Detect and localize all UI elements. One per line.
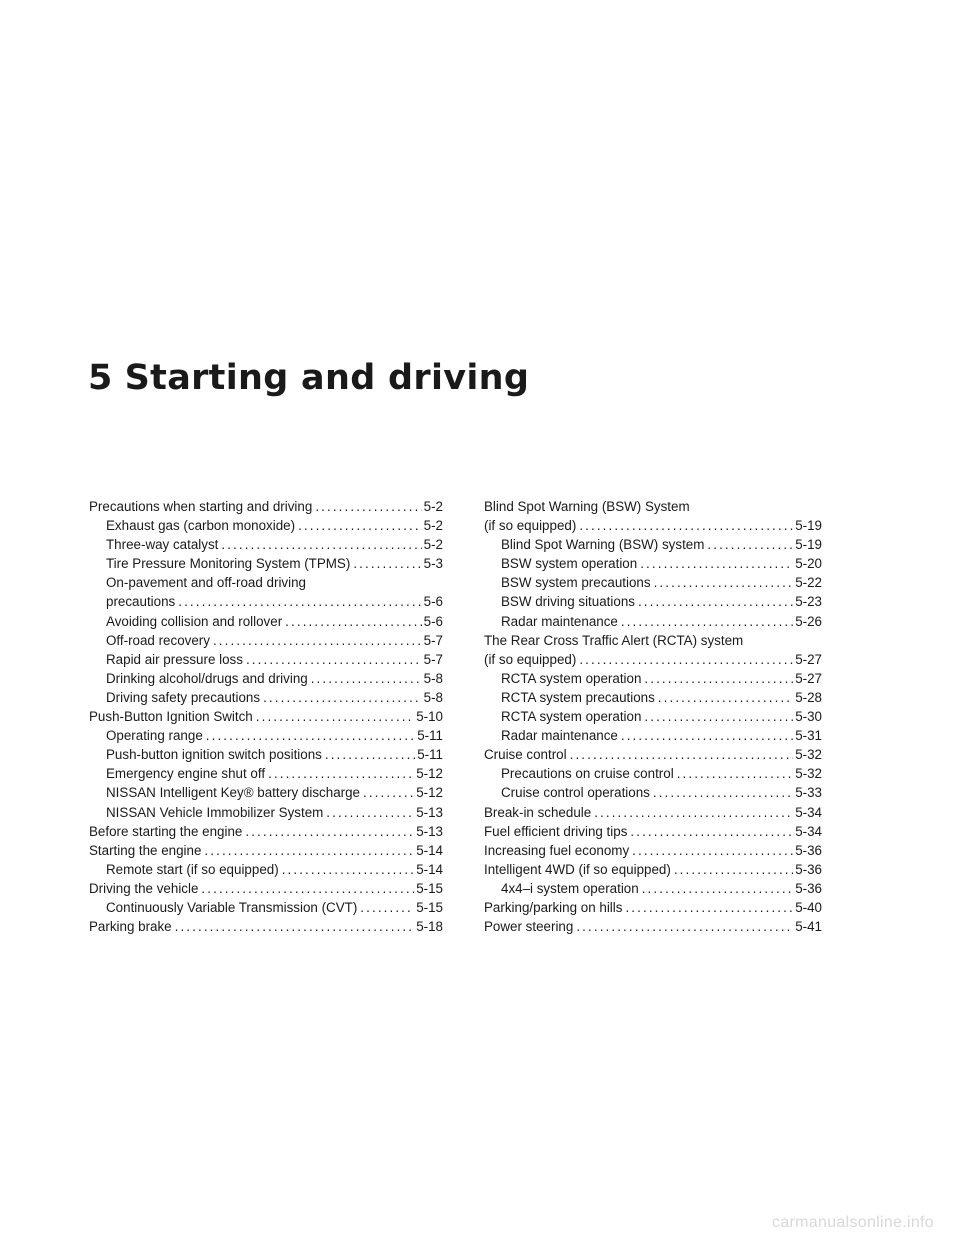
toc-entry-page: 5-15 [416, 880, 443, 896]
toc-dot-leader [677, 764, 794, 783]
toc-dot-leader [640, 554, 793, 573]
toc-entry-page: 5-13 [416, 823, 443, 839]
toc-entry[interactable] [484, 803, 822, 822]
toc-entry-title: NISSAN Vehicle Immobilizer System [106, 804, 324, 820]
toc-entry-title: Starting the engine [89, 842, 202, 858]
toc-dot-leader [201, 879, 414, 898]
toc-entry[interactable] [89, 745, 443, 764]
toc-entry[interactable] [484, 631, 822, 650]
toc-dot-leader [353, 554, 421, 573]
toc-entry-title: Radar maintenance [501, 728, 618, 744]
toc-entry-page: 5-8 [423, 670, 443, 686]
toc-entry-page: 5-28 [795, 689, 822, 705]
toc-entry-title: RCTA system operation [501, 670, 642, 686]
toc-dot-leader [246, 650, 422, 669]
toc-entry-page: 5-23 [795, 594, 822, 610]
toc-entry[interactable] [89, 726, 443, 745]
toc-entry-page: 5-36 [795, 880, 822, 896]
toc-entry[interactable] [89, 898, 443, 917]
toc-entry-title: On-pavement and off-road driving [106, 575, 306, 591]
toc-entry-page: 5-11 [417, 728, 443, 744]
toc-entry-title: Radar maintenance [501, 613, 618, 629]
toc-entry-title: Precautions when starting and driving [89, 499, 313, 514]
toc-dot-leader [221, 535, 421, 554]
toc-entry-title: BSW system precautions [501, 575, 651, 591]
toc-dot-leader [175, 917, 415, 936]
toc-entry-title: BSW driving situations [501, 594, 635, 610]
toc-entry-title: Before starting the engine [89, 823, 243, 839]
toc-dot-leader [653, 783, 793, 802]
toc-entry-title: Driving the vehicle [89, 880, 199, 896]
toc-entry-title: Push-button ignition switch positions [106, 747, 322, 763]
toc-entry-title: Blind Spot Warning (BSW) System [484, 499, 690, 514]
toc-entry-page: 5-2 [423, 518, 443, 534]
toc-entry-page: 5-30 [795, 709, 822, 725]
toc-entry-page: 5-27 [795, 670, 822, 686]
toc-entry[interactable] [89, 535, 443, 554]
toc-entry[interactable] [484, 764, 822, 783]
toc-entry[interactable] [484, 612, 822, 631]
toc-dot-leader [268, 764, 414, 783]
toc-dot-leader [654, 573, 794, 592]
toc-entry[interactable] [484, 898, 822, 917]
toc-entry-title: Emergency engine shut off [106, 766, 266, 782]
toc-dot-leader [326, 803, 414, 822]
toc-entry[interactable] [89, 497, 443, 516]
toc-entry-page: 5-32 [795, 766, 822, 782]
toc-entry[interactable] [484, 745, 822, 764]
toc-entry-page: 5-36 [795, 842, 822, 858]
chapter-number: 5 [88, 358, 113, 398]
toc-entry-page: 5-34 [795, 804, 822, 820]
toc-dot-leader [621, 612, 793, 631]
toc-entry-title: Drinking alcohol/drugs and driving [106, 670, 308, 686]
toc-entry[interactable] [89, 783, 443, 802]
toc-entry[interactable] [89, 860, 443, 879]
toc-dot-leader [360, 898, 414, 917]
toc-entry-page: 5-7 [423, 632, 443, 648]
toc-dot-leader [298, 516, 422, 535]
toc-entry-title: Power steering [484, 919, 574, 935]
toc-entry-page: 5-20 [795, 556, 822, 572]
toc-entry-title: Push-Button Ignition Switch [89, 709, 253, 725]
toc-dot-leader [263, 688, 422, 707]
toc-entry[interactable] [89, 841, 443, 860]
toc-entry-page: 5-34 [795, 823, 822, 839]
toc-entry-page: 5-13 [416, 804, 443, 820]
toc-entry[interactable] [89, 879, 443, 898]
toc-entry-title: Increasing fuel economy [484, 842, 630, 858]
toc-right-column [484, 497, 822, 936]
toc-entry-title: Blind Spot Warning (BSW) system [501, 537, 705, 553]
toc-entry-title: Cruise control [484, 747, 567, 763]
toc-entry-title: Remote start (if so equipped) [106, 861, 279, 877]
toc-entry-page: 5-40 [795, 899, 822, 915]
toc-entry-title: (if so equipped) [484, 518, 577, 534]
toc-dot-leader [325, 745, 415, 764]
watermark: carmanualsonline.info [772, 1214, 934, 1231]
toc-dot-leader [625, 898, 793, 917]
toc-entry-title: Three-way catalyst [106, 537, 219, 553]
toc-entry[interactable] [484, 516, 822, 535]
toc-entry[interactable] [484, 688, 822, 707]
toc-entry-title: BSW system operation [501, 556, 638, 572]
toc-entry-title: RCTA system operation [501, 709, 642, 725]
toc-entry-page: 5-8 [423, 689, 443, 705]
toc-dot-leader [213, 631, 422, 650]
toc-dot-leader [630, 822, 793, 841]
toc-entry-title: The Rear Cross Traffic Alert (RCTA) system [484, 632, 744, 648]
toc-entry[interactable] [89, 803, 443, 822]
toc-entry[interactable] [484, 650, 822, 669]
toc-entry-page: 5-19 [795, 537, 822, 553]
toc-entry-title: RCTA system precautions [501, 689, 655, 705]
toc-entry-page: 5-27 [795, 651, 822, 667]
toc-dot-leader [579, 650, 793, 669]
toc-dot-leader [674, 860, 793, 879]
toc-entry-title: Continuously Variable Transmission (CVT) [106, 899, 358, 915]
toc-dot-leader [707, 535, 793, 554]
toc-entry[interactable] [89, 650, 443, 669]
toc-dot-leader [579, 516, 793, 535]
toc-dot-leader [245, 822, 414, 841]
toc-dot-leader [206, 726, 415, 745]
toc-entry[interactable] [484, 497, 822, 516]
toc-dot-leader [570, 745, 794, 764]
toc-entry-page: 5-33 [795, 785, 822, 801]
toc-entry[interactable] [484, 554, 822, 573]
toc-entry[interactable] [89, 554, 443, 573]
toc-entry-page: 5-6 [423, 613, 443, 629]
toc-entry-page: 5-7 [423, 651, 443, 667]
toc-entry-title: Cruise control operations [501, 785, 650, 801]
toc-entry-title: Intelligent 4WD (if so equipped) [484, 861, 671, 877]
toc-entry-title: Precautions on cruise control [501, 766, 674, 782]
toc-entry-page: 5-2 [423, 499, 443, 514]
toc-entry[interactable] [89, 822, 443, 841]
toc-entry-title: Parking brake [89, 919, 172, 935]
toc-entry[interactable] [89, 669, 443, 688]
toc-dot-leader [315, 497, 421, 516]
toc-entry-page: 5-26 [795, 613, 822, 629]
toc-entry-title: precautions [106, 594, 176, 610]
toc-entry[interactable] [484, 783, 822, 802]
toc-dot-leader [638, 592, 793, 611]
toc-entry-title: (if so equipped) [484, 651, 577, 667]
toc-entry[interactable] [484, 726, 822, 745]
toc-entry[interactable] [484, 535, 822, 554]
toc-entry[interactable] [484, 822, 822, 841]
toc-entry-page: 5-14 [416, 861, 443, 877]
toc-dot-leader [644, 707, 793, 726]
toc-entry-page: 5-41 [795, 919, 822, 935]
toc-entry[interactable] [89, 612, 443, 631]
toc-dot-leader [594, 803, 793, 822]
toc-entry-page: 5-12 [416, 766, 443, 782]
toc-entry[interactable] [484, 573, 822, 592]
toc-entry-page: 5-19 [795, 518, 822, 534]
toc-dot-leader [632, 841, 793, 860]
toc-entry[interactable] [484, 592, 822, 611]
toc-dot-leader [644, 669, 793, 688]
toc-entry-page: 5-11 [417, 747, 443, 763]
toc-entry-title: 4x4–i system operation [501, 880, 639, 896]
toc-entry-title: NISSAN Intelligent Key® battery discharge [106, 785, 360, 801]
toc-entry-title: Driving safety precautions [106, 689, 261, 705]
toc-entry-page: 5-31 [795, 728, 822, 744]
toc-entry[interactable] [484, 917, 822, 936]
toc-entry-page: 5-10 [416, 709, 443, 725]
toc-dot-leader [621, 726, 793, 745]
toc-entry-page: 5-14 [416, 842, 443, 858]
chapter-title-text: Starting and driving [124, 358, 530, 398]
toc-entry[interactable] [89, 707, 443, 726]
toc-entry[interactable] [89, 516, 443, 535]
toc-entry-page: 5-12 [416, 785, 443, 801]
toc-dot-leader [256, 707, 414, 726]
toc-dot-leader [642, 879, 793, 898]
toc-entry-title: Fuel efficient driving tips [484, 823, 628, 839]
toc-entry-title: Parking/parking on hills [484, 899, 623, 915]
toc-entry[interactable] [89, 631, 443, 650]
toc-entry[interactable] [89, 592, 443, 611]
toc-dot-leader [576, 917, 793, 936]
toc-dot-leader [178, 592, 421, 611]
toc-entry-page: 5-3 [423, 556, 443, 572]
toc-entry-title: Break-in schedule [484, 804, 592, 820]
toc-entry-title: Avoiding collision and rollover [106, 613, 283, 629]
toc-entry[interactable] [89, 688, 443, 707]
chapter-title [88, 358, 529, 398]
toc-entry-title: Off-road recovery [106, 632, 210, 648]
toc-entry-title: Operating range [106, 728, 203, 744]
toc-dot-leader [658, 688, 793, 707]
toc-entry-page: 5-6 [423, 594, 443, 610]
toc-entry-page: 5-32 [795, 747, 822, 763]
toc-entry-page: 5-18 [416, 919, 443, 935]
toc-entry[interactable] [89, 573, 443, 592]
toc-dot-leader [204, 841, 414, 860]
toc-entry[interactable] [89, 917, 443, 936]
toc-dot-leader [363, 783, 414, 802]
toc-entry[interactable] [484, 841, 822, 860]
toc-entry[interactable] [484, 669, 822, 688]
toc-entry-page: 5-2 [423, 537, 443, 553]
toc-entry-page: 5-22 [795, 575, 822, 591]
toc-dot-leader [285, 612, 421, 631]
toc-entry[interactable] [89, 764, 443, 783]
toc-entry-page: 5-36 [795, 861, 822, 877]
toc-entry-title: Tire Pressure Monitoring System (TPMS) [106, 556, 351, 572]
toc-left-column [89, 497, 443, 936]
toc-entry[interactable] [484, 707, 822, 726]
toc-entry[interactable] [484, 860, 822, 879]
toc-dot-leader [282, 860, 415, 879]
toc-entry-title: Exhaust gas (carbon monoxide) [106, 518, 296, 534]
toc-dot-leader [311, 669, 422, 688]
toc-entry-title: Rapid air pressure loss [106, 651, 243, 667]
toc-entry[interactable] [484, 879, 822, 898]
toc-entry-page: 5-15 [416, 899, 443, 915]
